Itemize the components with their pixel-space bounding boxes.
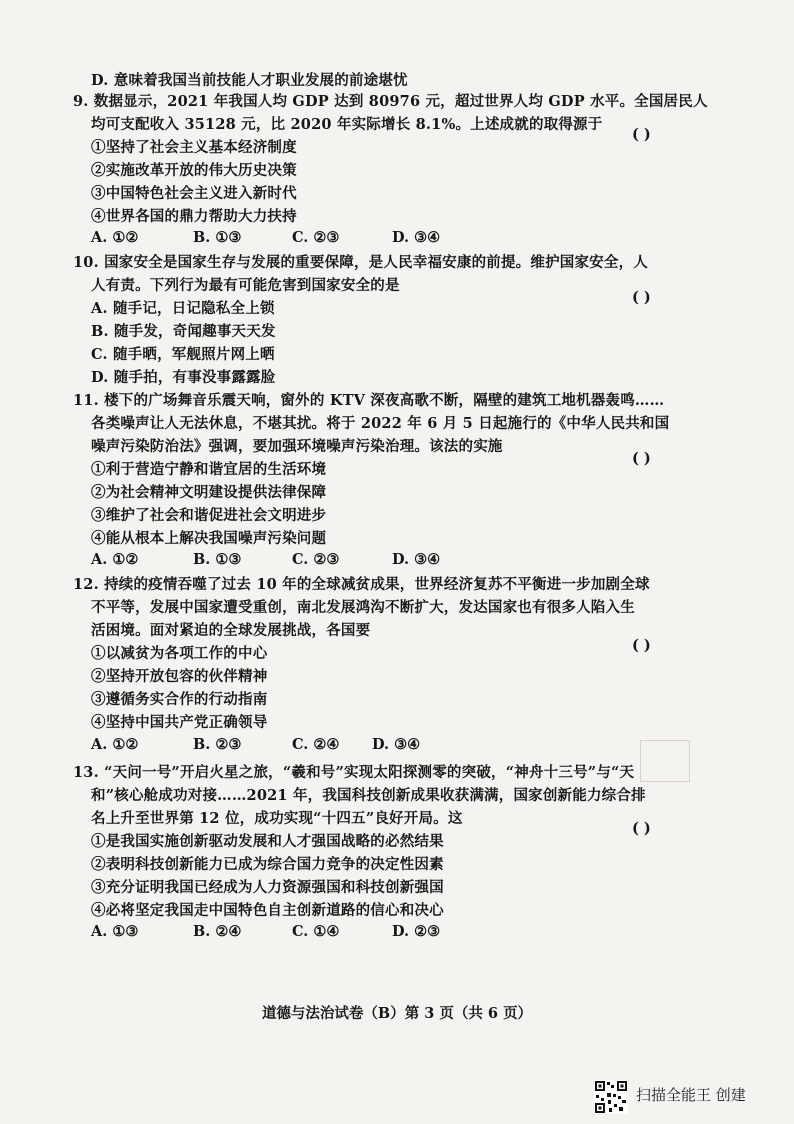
q13-item-1: ①是我国实施创新驱动发展和人才强国战略的必然结果	[91, 833, 444, 850]
q11-item-1: ①利于营造宁静和谐宜居的生活环境	[91, 461, 327, 478]
q10-answer-paren: ( )	[632, 289, 651, 306]
q13-choice-d: D. ②③	[392, 923, 441, 940]
q12-item-1: ①以减贫为各项工作的中心	[91, 645, 268, 662]
q9-choice-a: A. ①②	[91, 229, 139, 246]
q11-item-3: ③维护了社会和谐促进社会文明进步	[91, 507, 327, 524]
q11-item-2: ②为社会精神文明建设提供法律保障	[91, 484, 327, 501]
q9-answer-paren: ( )	[632, 126, 651, 143]
q10-stem-line1: 10. 国家安全是国家生存与发展的重要保障，是人民幸福安康的前提。维护国家安全，人	[73, 254, 648, 271]
q11-stem-line2: 各类噪声让人无法休息，不堪其扰。将于 2022 年 6 月 5 日起施行的《中华人民共和国	[91, 415, 670, 432]
q9-item-4: ④世界各国的鼎力帮助大力扶持	[91, 208, 297, 225]
q13-stem-line3: 名上升至世界第 12 位，成功实现“十四五”良好开局。这	[91, 810, 463, 827]
q10-option-b: B. 随手发，奇闻趣事天天发	[91, 323, 276, 340]
q9-item-3: ③中国特色社会主义进入新时代	[91, 185, 297, 202]
q12-stem-line2: 不平等，发展中国家遭受重创，南北发展鸿沟不断扩大，发达国家也有很多人陷入生	[91, 599, 635, 616]
q12-stem-line3: 活困境。面对紧迫的全球发展挑战，各国要	[91, 622, 371, 639]
q11-choice-a: A. ①②	[91, 551, 139, 568]
q13-choice-a: A. ①③	[91, 923, 139, 940]
q12-choice-c: C. ②④	[292, 736, 340, 753]
score-box	[640, 740, 690, 782]
q12-stem-line1: 12. 持续的疫情吞噬了过去 10 年的全球减贫成果，世界经济复苏不平衡进一步加剧全球	[73, 576, 650, 593]
q12-choice-d: D. ③④	[372, 736, 421, 753]
q12-item-4: ④坚持中国共产党正确领导	[91, 714, 268, 731]
q13-item-2: ②表明科技创新能力已成为综合国力竞争的决定性因素	[91, 856, 444, 873]
q11-stem-line3: 噪声污染防治法》强调，要加强环境噪声污染治理。该法的实施	[91, 438, 503, 455]
q13-stem-line2: 和”核心舱成功对接……2021 年，我国科技创新成果收获满满，国家创新能力综合排	[91, 787, 646, 804]
q12-choice-a: A. ①②	[91, 736, 139, 753]
scanner-watermark: 扫描全能王 创建	[636, 1086, 746, 1104]
q9-choice-d: D. ③④	[392, 229, 441, 246]
q9-choice-b: B. ①③	[193, 229, 242, 246]
q11-answer-paren: ( )	[632, 450, 651, 467]
q13-choice-b: B. ②④	[193, 923, 242, 940]
q11-choice-b: B. ①③	[193, 551, 242, 568]
q13-stem-line1: 13. “天问一号”开启火星之旅，“羲和号”实现太阳探测零的突破，“神舟十三号”与“天	[73, 764, 635, 781]
q11-item-4: ④能从根本上解决我国噪声污染问题	[91, 530, 327, 547]
q11-choice-c: C. ②③	[292, 551, 340, 568]
qr-code-icon	[594, 1080, 628, 1114]
q12-answer-paren: ( )	[632, 637, 651, 654]
q13-answer-paren: ( )	[632, 820, 651, 837]
q10-option-d: D. 随手拍，有事没事露露脸	[91, 369, 276, 386]
q10-option-c: C. 随手晒，军舰照片网上晒	[91, 346, 275, 363]
q13-choice-c: C. ①④	[292, 923, 340, 940]
q12-choice-b: B. ②③	[193, 736, 242, 753]
q10-option-a: A. 随手记，日记隐私全上锁	[91, 300, 275, 317]
prev-option-d: D. 意味着我国当前技能人才职业发展的前途堪忧	[91, 72, 408, 89]
q11-stem-line1: 11. 楼下的广场舞音乐震天响，窗外的 KTV 深夜高歌不断，隔壁的建筑工地机器轰鸣……	[73, 392, 665, 409]
q11-choice-d: D. ③④	[392, 551, 441, 568]
q10-stem-line2: 人有责。下列行为最有可能危害到国家安全的是	[91, 277, 400, 294]
q13-item-4: ④必将坚定我国走中国特色自主创新道路的信心和决心	[91, 902, 444, 919]
q9-stem-line1: 9. 数据显示，2021 年我国人均 GDP 达到 80976 元，超过世界人均 GDP 水平。全国居民人	[73, 93, 708, 110]
q9-item-1: ①坚持了社会主义基本经济制度	[91, 139, 297, 156]
q12-item-3: ③遵循务实合作的行动指南	[91, 691, 268, 708]
page-footer: 道德与法治试卷（B）第 3 页（共 6 页）	[261, 1005, 533, 1022]
q9-item-2: ②实施改革开放的伟大历史决策	[91, 162, 297, 179]
q9-stem-line2: 均可支配收入 35128 元，比 2020 年实际增长 8.1%。上述成就的取得源于	[91, 116, 603, 133]
q12-item-2: ②坚持开放包容的伙伴精神	[91, 668, 268, 685]
q13-item-3: ③充分证明我国已经成为人力资源强国和科技创新强国	[91, 879, 444, 896]
q9-choice-c: C. ②③	[292, 229, 340, 246]
